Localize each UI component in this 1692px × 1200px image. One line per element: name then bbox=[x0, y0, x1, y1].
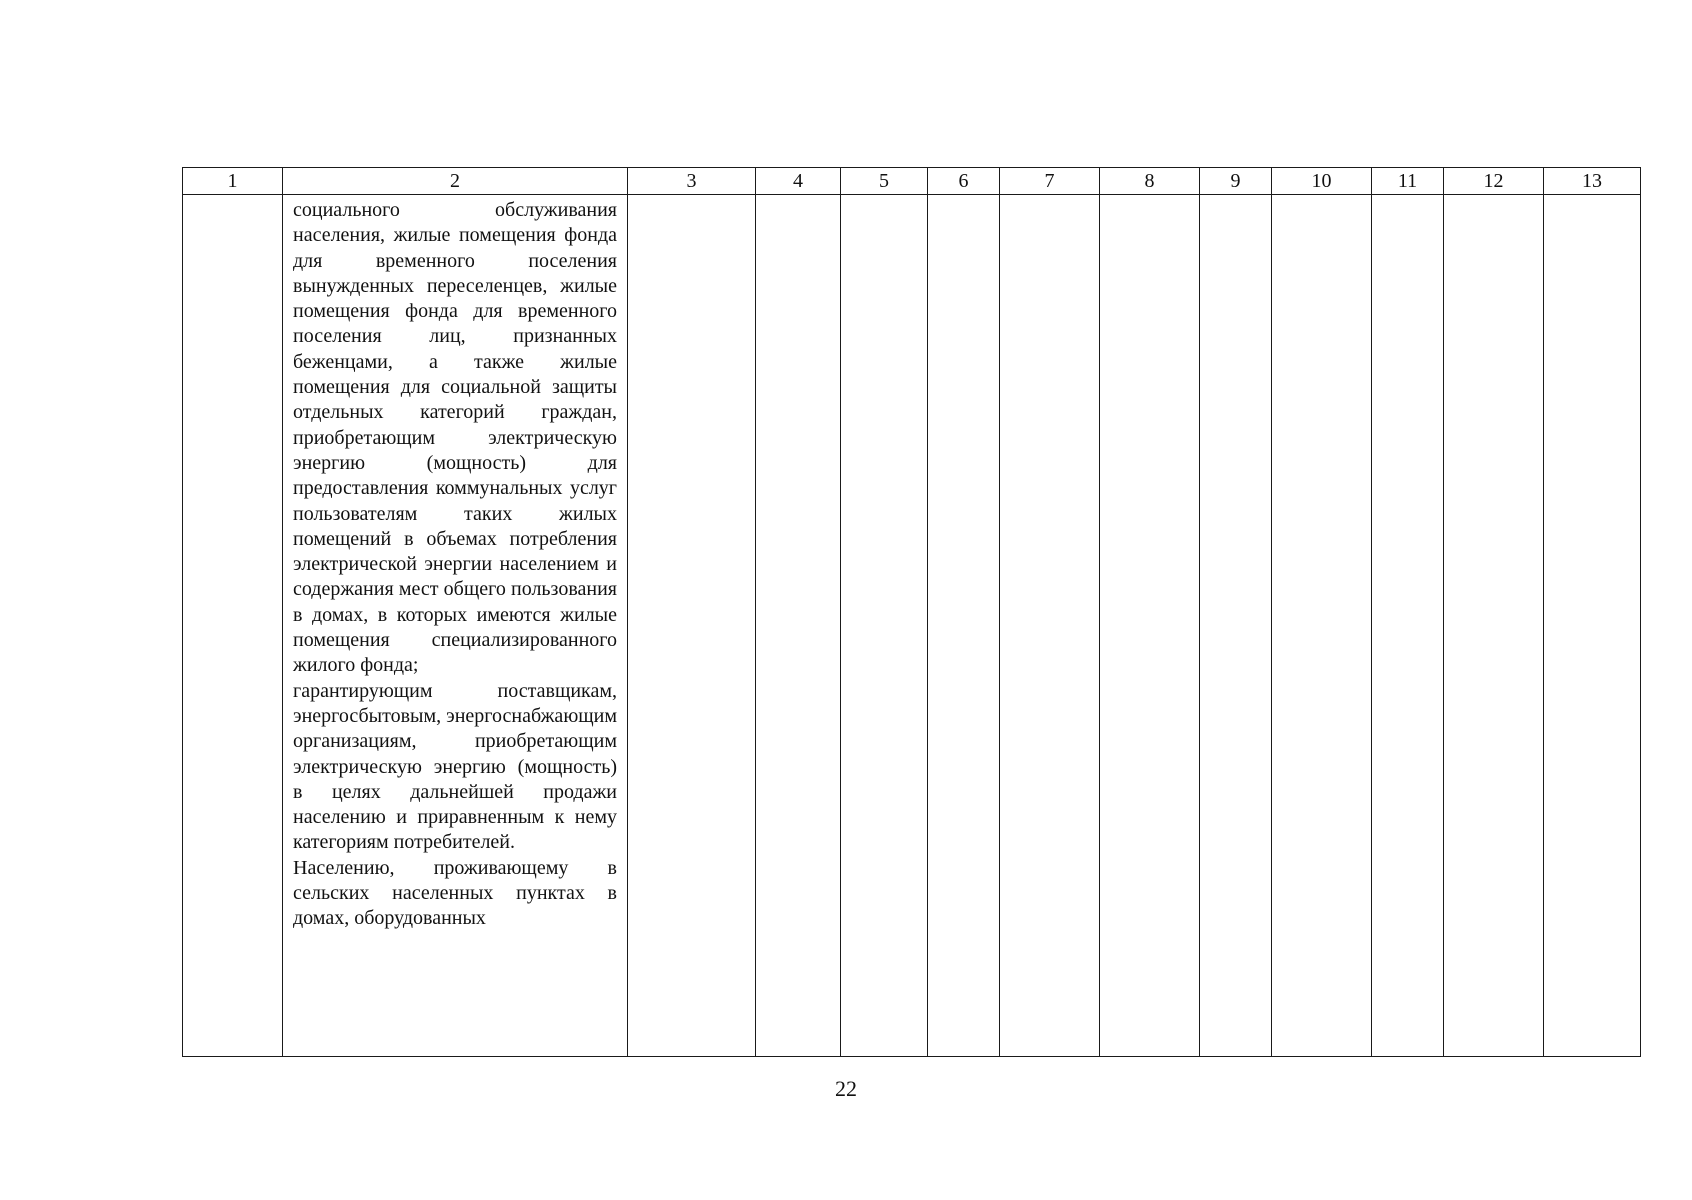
cell-col-7 bbox=[1000, 195, 1100, 1057]
column-header-12: 12 bbox=[1444, 168, 1544, 195]
cell-col-11 bbox=[1372, 195, 1444, 1057]
header-row bbox=[183, 168, 1641, 195]
column-header-13: 13 bbox=[1544, 168, 1641, 195]
column-header-3: 3 bbox=[628, 168, 756, 195]
cell-col-12 bbox=[1444, 195, 1544, 1057]
cell-col-6 bbox=[928, 195, 1000, 1057]
tariff-table bbox=[182, 167, 1641, 1057]
cell-col-2-text bbox=[293, 198, 617, 932]
column-header-9: 9 bbox=[1200, 168, 1272, 195]
column-header-2: 2 bbox=[283, 168, 628, 195]
cell-col-1 bbox=[183, 195, 283, 1057]
column-header-6: 6 bbox=[928, 168, 1000, 195]
paragraph: социального обслуживания населения, жилые помещения фонда для временного поселения вынужденных переселенцев, жилые помещения фонда для временного поселения лиц, признанных беженцами, а также жилые помещения для социальной защиты отдельных категорий граждан, приобретающим электрическую энергию (мощность) для предоставления коммунальных услуг пользователям таких жилых помещений в объемах потребления электрической энергии населением и содержания мест общего пользования в домах, в которых имеются жилые помещения специализированного жилого фонда; bbox=[293, 199, 617, 677]
column-header-10: 10 bbox=[1272, 168, 1372, 195]
cell-col-2 bbox=[283, 195, 628, 1057]
cell-col-4 bbox=[756, 195, 841, 1057]
column-header-4: 4 bbox=[756, 168, 841, 195]
column-header-1: 1 bbox=[183, 168, 283, 195]
column-header-11: 11 bbox=[1372, 168, 1444, 195]
paragraph: гарантирующим поставщикам, энергосбытовым, энергоснабжающим организациям, приобретающим электрическую энергию (мощность) в целях дальнейшей продажи населению и приравненным к нему категориям потребителей. bbox=[293, 679, 618, 854]
column-header-8: 8 bbox=[1100, 168, 1200, 195]
cell-col-9 bbox=[1200, 195, 1272, 1057]
cell-col-8 bbox=[1100, 195, 1200, 1057]
column-header-5: 5 bbox=[841, 168, 928, 195]
table-row bbox=[183, 195, 1641, 1057]
cell-col-3 bbox=[628, 195, 756, 1057]
column-header-7: 7 bbox=[1000, 168, 1100, 195]
cell-col-5 bbox=[841, 195, 928, 1057]
cell-col-13 bbox=[1544, 195, 1641, 1057]
page-number: 22 bbox=[835, 1076, 857, 1101]
cell-col-10 bbox=[1272, 195, 1372, 1057]
paragraph: Населению, проживающему в сельских населенных пунктах в домах, оборудованных bbox=[293, 856, 617, 930]
